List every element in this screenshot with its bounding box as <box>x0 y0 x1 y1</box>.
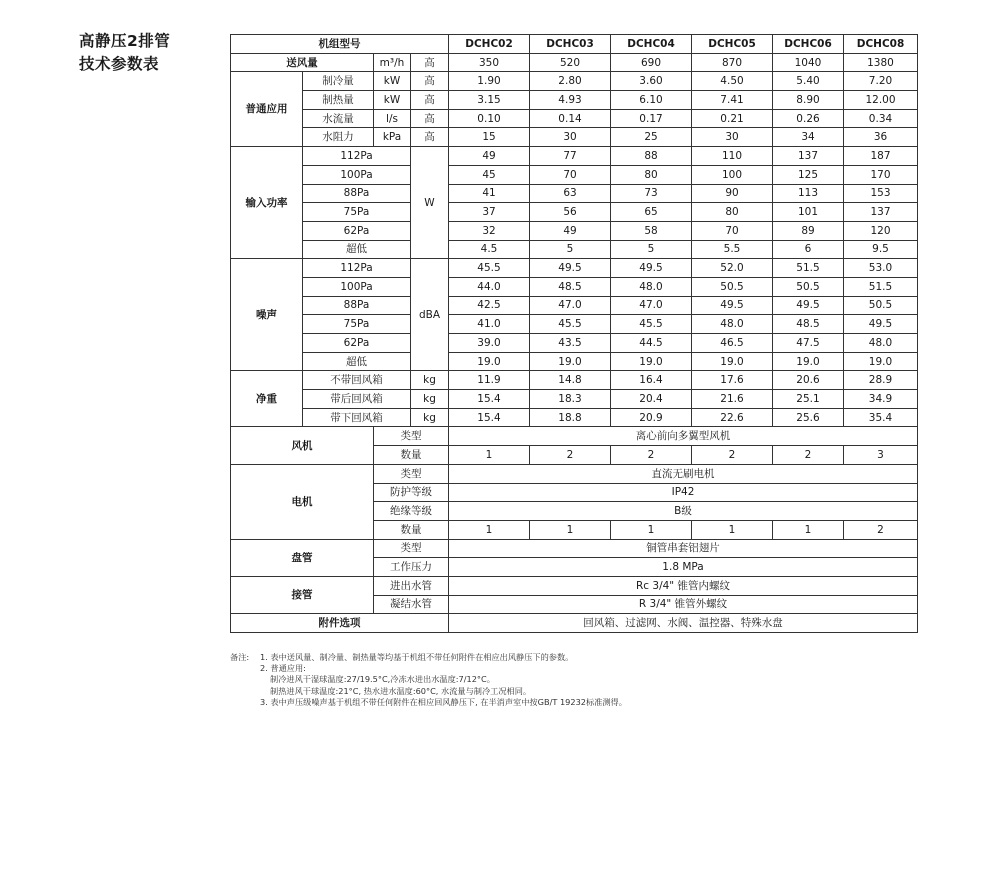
table-row <box>231 334 918 353</box>
normal-value: 0.21 <box>692 109 773 128</box>
table-row <box>231 315 918 334</box>
param-name: 数量 <box>374 446 449 465</box>
power-value: 187 <box>844 147 918 166</box>
power-value: 45 <box>449 165 530 184</box>
noise-value: 48.0 <box>844 334 918 353</box>
mode-cell: 高 <box>411 109 449 128</box>
param-name: 数量 <box>374 520 449 539</box>
param-name: 类型 <box>374 464 449 483</box>
normal-value: 0.26 <box>773 109 844 128</box>
note-2a: 制冷进风干湿球温度:27/19.5°C,冷冻水进出水温度:7/12°C。 <box>270 674 495 685</box>
note-1: 1. 表中送风量、制冷量、制热量等均基于机组不带任何附件在相应出风静压下的参数。 <box>260 652 574 662</box>
weight-value: 15.4 <box>449 390 530 409</box>
table-row <box>231 539 918 558</box>
noise-value: 48.5 <box>530 277 611 296</box>
power-value: 56 <box>530 203 611 222</box>
motor-qty-value: 1 <box>449 520 530 539</box>
noise-value: 49.5 <box>844 315 918 334</box>
weight-value: 20.6 <box>773 371 844 390</box>
group-label: 盘管 <box>231 539 374 576</box>
noise-value: 47.0 <box>611 296 692 315</box>
fan-qty-value: 2 <box>773 446 844 465</box>
param-name: 制热量 <box>303 91 374 110</box>
param-name: 类型 <box>374 539 449 558</box>
power-value: 73 <box>611 184 692 203</box>
air-volume-value: 520 <box>530 53 611 72</box>
table-row <box>231 240 918 259</box>
power-value: 70 <box>692 221 773 240</box>
power-value: 32 <box>449 221 530 240</box>
noise-value: 48.5 <box>773 315 844 334</box>
noise-value: 47.5 <box>773 334 844 353</box>
table-row <box>231 221 918 240</box>
power-value: 120 <box>844 221 918 240</box>
power-value: 125 <box>773 165 844 184</box>
param-value: IP42 <box>449 483 918 502</box>
model-name: DCHC03 <box>530 35 611 54</box>
group-label: 接管 <box>231 576 374 613</box>
air-volume-value: 870 <box>692 53 773 72</box>
noise-value: 51.5 <box>844 277 918 296</box>
noise-value: 39.0 <box>449 334 530 353</box>
fan-qty-value: 2 <box>530 446 611 465</box>
noise-value: 48.0 <box>611 277 692 296</box>
model-name: DCHC05 <box>692 35 773 54</box>
noise-value: 47.0 <box>530 296 611 315</box>
mode-cell: 高 <box>411 53 449 72</box>
weight-value: 28.9 <box>844 371 918 390</box>
model-name: DCHC06 <box>773 35 844 54</box>
weight-value: 21.6 <box>692 390 773 409</box>
weight-value: 22.6 <box>692 408 773 427</box>
normal-value: 6.10 <box>611 91 692 110</box>
param-value: R 3/4" 锥管外螺纹 <box>449 595 918 614</box>
motor-qty-value: 1 <box>530 520 611 539</box>
param-value: 1.8 MPa <box>449 558 918 577</box>
table-row <box>231 128 918 147</box>
note-3: 3. 表中声压级噪声基于机组不带任何附件在相应回风静压下, 在半消声室中按GB/T 19232标准测得。 <box>260 696 627 707</box>
fan-qty-value: 1 <box>449 446 530 465</box>
air-volume-label: 送风量 <box>231 53 374 72</box>
param-name: 水流量 <box>303 109 374 128</box>
air-volume-value: 690 <box>611 53 692 72</box>
noise-value: 50.5 <box>692 277 773 296</box>
normal-value: 34 <box>773 128 844 147</box>
table-row <box>231 427 918 446</box>
noise-value: 19.0 <box>449 352 530 371</box>
table-row <box>231 53 918 72</box>
power-value: 89 <box>773 221 844 240</box>
weight-value: 20.9 <box>611 408 692 427</box>
unit-cell: dBA <box>411 259 449 371</box>
normal-value: 0.10 <box>449 109 530 128</box>
param-name: 62Pa <box>303 221 411 240</box>
param-name: 100Pa <box>303 277 411 296</box>
unit-cell: kg <box>411 390 449 409</box>
table-row <box>231 408 918 427</box>
group-label: 输入功率 <box>231 147 303 259</box>
param-value: 回风箱、过滤网、水阀、温控器、特殊水盘 <box>449 614 918 633</box>
param-name: 不带回风箱 <box>303 371 411 390</box>
notes-label: 备注: <box>230 652 250 662</box>
air-volume-value: 350 <box>449 53 530 72</box>
power-value: 9.5 <box>844 240 918 259</box>
weight-value: 15.4 <box>449 408 530 427</box>
param-name: 水阻力 <box>303 128 374 147</box>
power-value: 5 <box>611 240 692 259</box>
param-name: 62Pa <box>303 334 411 353</box>
noise-value: 46.5 <box>692 334 773 353</box>
mode-cell: 高 <box>411 91 449 110</box>
normal-value: 25 <box>611 128 692 147</box>
table-row <box>231 614 918 633</box>
param-name: 100Pa <box>303 165 411 184</box>
noise-value: 44.5 <box>611 334 692 353</box>
normal-value: 3.15 <box>449 91 530 110</box>
noise-value: 45.5 <box>611 315 692 334</box>
power-value: 101 <box>773 203 844 222</box>
normal-value: 36 <box>844 128 918 147</box>
param-name: 112Pa <box>303 147 411 166</box>
param-name: 带后回风箱 <box>303 390 411 409</box>
unit-cell: kW <box>374 91 411 110</box>
normal-value: 0.17 <box>611 109 692 128</box>
power-value: 5.5 <box>692 240 773 259</box>
model-name: DCHC02 <box>449 35 530 54</box>
normal-value: 7.20 <box>844 72 918 91</box>
model-name: DCHC08 <box>844 35 918 54</box>
power-value: 110 <box>692 147 773 166</box>
normal-value: 4.50 <box>692 72 773 91</box>
noise-value: 49.5 <box>611 259 692 278</box>
normal-value: 7.41 <box>692 91 773 110</box>
power-value: 63 <box>530 184 611 203</box>
power-value: 4.5 <box>449 240 530 259</box>
weight-value: 25.1 <box>773 390 844 409</box>
table-row <box>231 352 918 371</box>
param-name: 超低 <box>303 352 411 371</box>
normal-value: 0.14 <box>530 109 611 128</box>
normal-value: 3.60 <box>611 72 692 91</box>
normal-value: 30 <box>530 128 611 147</box>
noise-value: 50.5 <box>844 296 918 315</box>
normal-value: 2.80 <box>530 72 611 91</box>
spec-table <box>230 34 918 633</box>
weight-value: 35.4 <box>844 408 918 427</box>
unit-cell: m³/h <box>374 53 411 72</box>
power-value: 58 <box>611 221 692 240</box>
param-name: 制冷量 <box>303 72 374 91</box>
noise-value: 50.5 <box>773 277 844 296</box>
power-value: 6 <box>773 240 844 259</box>
param-value: Rc 3/4" 锥管内螺纹 <box>449 576 918 595</box>
group-label: 普通应用 <box>231 72 303 147</box>
noise-value: 41.0 <box>449 315 530 334</box>
motor-qty-value: 1 <box>692 520 773 539</box>
table-row <box>231 259 918 278</box>
noise-value: 19.0 <box>611 352 692 371</box>
fan-qty-value: 2 <box>611 446 692 465</box>
unit-cell: kg <box>411 371 449 390</box>
normal-value: 0.34 <box>844 109 918 128</box>
param-name: 进出水管 <box>374 576 449 595</box>
noise-value: 19.0 <box>530 352 611 371</box>
power-value: 49 <box>530 221 611 240</box>
noise-value: 49.5 <box>692 296 773 315</box>
normal-value: 8.90 <box>773 91 844 110</box>
normal-value: 4.93 <box>530 91 611 110</box>
power-value: 113 <box>773 184 844 203</box>
group-label: 电机 <box>231 464 374 539</box>
power-value: 137 <box>844 203 918 222</box>
mode-cell: 高 <box>411 72 449 91</box>
noise-value: 48.0 <box>692 315 773 334</box>
note-2: 2. 普通应用: <box>260 663 306 674</box>
param-name: 工作压力 <box>374 558 449 577</box>
power-value: 80 <box>611 165 692 184</box>
weight-value: 16.4 <box>611 371 692 390</box>
param-name: 75Pa <box>303 315 411 334</box>
weight-value: 34.9 <box>844 390 918 409</box>
weight-value: 18.8 <box>530 408 611 427</box>
weight-value: 11.9 <box>449 371 530 390</box>
param-name: 类型 <box>374 427 449 446</box>
power-value: 90 <box>692 184 773 203</box>
power-value: 170 <box>844 165 918 184</box>
title-line-2: 技术参数表 <box>79 55 160 73</box>
model-label: 机组型号 <box>231 35 449 54</box>
mode-cell: 高 <box>411 128 449 147</box>
param-name: 带下回风箱 <box>303 408 411 427</box>
table-row <box>231 109 918 128</box>
weight-value: 20.4 <box>611 390 692 409</box>
param-value: 直流无刷电机 <box>449 464 918 483</box>
power-value: 137 <box>773 147 844 166</box>
power-value: 80 <box>692 203 773 222</box>
table-row <box>231 464 918 483</box>
noise-value: 49.5 <box>530 259 611 278</box>
unit-cell: kPa <box>374 128 411 147</box>
table-row <box>231 576 918 595</box>
unit-cell: W <box>411 147 449 259</box>
param-value: 铜管串套铝翅片 <box>449 539 918 558</box>
power-value: 49 <box>449 147 530 166</box>
noise-value: 52.0 <box>692 259 773 278</box>
power-value: 100 <box>692 165 773 184</box>
power-value: 88 <box>611 147 692 166</box>
table-row <box>231 277 918 296</box>
weight-value: 25.6 <box>773 408 844 427</box>
power-value: 153 <box>844 184 918 203</box>
air-volume-value: 1040 <box>773 53 844 72</box>
noise-value: 19.0 <box>844 352 918 371</box>
noise-value: 19.0 <box>773 352 844 371</box>
unit-cell: l/s <box>374 109 411 128</box>
noise-value: 43.5 <box>530 334 611 353</box>
table-row <box>231 72 918 91</box>
noise-value: 45.5 <box>449 259 530 278</box>
power-value: 41 <box>449 184 530 203</box>
noise-value: 51.5 <box>773 259 844 278</box>
table-row <box>231 203 918 222</box>
table-row <box>231 184 918 203</box>
param-name: 88Pa <box>303 184 411 203</box>
fan-qty-value: 2 <box>692 446 773 465</box>
normal-value: 12.00 <box>844 91 918 110</box>
weight-value: 17.6 <box>692 371 773 390</box>
param-name: 75Pa <box>303 203 411 222</box>
motor-qty-value: 1 <box>773 520 844 539</box>
noise-value: 42.5 <box>449 296 530 315</box>
noise-value: 44.0 <box>449 277 530 296</box>
air-volume-value: 1380 <box>844 53 918 72</box>
motor-qty-value: 1 <box>611 520 692 539</box>
param-name: 88Pa <box>303 296 411 315</box>
weight-value: 18.3 <box>530 390 611 409</box>
power-value: 37 <box>449 203 530 222</box>
notes <box>230 652 627 708</box>
motor-qty-value: 2 <box>844 520 918 539</box>
power-value: 70 <box>530 165 611 184</box>
power-value: 5 <box>530 240 611 259</box>
param-name: 112Pa <box>303 259 411 278</box>
param-name: 超低 <box>303 240 411 259</box>
param-name: 凝结水管 <box>374 595 449 614</box>
table-row <box>231 91 918 110</box>
param-name: 防护等级 <box>374 483 449 502</box>
power-value: 65 <box>611 203 692 222</box>
noise-value: 19.0 <box>692 352 773 371</box>
group-label: 净重 <box>231 371 303 427</box>
table-row <box>231 296 918 315</box>
noise-value: 45.5 <box>530 315 611 334</box>
unit-cell: kg <box>411 408 449 427</box>
normal-value: 30 <box>692 128 773 147</box>
power-value: 77 <box>530 147 611 166</box>
param-value: 离心前向多翼型风机 <box>449 427 918 446</box>
fan-qty-value: 3 <box>844 446 918 465</box>
weight-value: 14.8 <box>530 371 611 390</box>
table-row <box>231 147 918 166</box>
normal-value: 1.90 <box>449 72 530 91</box>
table-row <box>231 165 918 184</box>
model-name: DCHC04 <box>611 35 692 54</box>
normal-value: 5.40 <box>773 72 844 91</box>
noise-value: 49.5 <box>773 296 844 315</box>
table-header-row <box>231 35 918 54</box>
note-2b: 制热进风干球温度:21°C, 热水进水温度:60°C, 水流量与制冷工况相同。 <box>270 685 532 696</box>
page-title <box>79 30 170 76</box>
table-row <box>231 371 918 390</box>
param-name: 绝缘等级 <box>374 502 449 521</box>
param-value: B级 <box>449 502 918 521</box>
group-label: 风机 <box>231 427 374 464</box>
normal-value: 15 <box>449 128 530 147</box>
group-label: 噪声 <box>231 259 303 371</box>
noise-value: 53.0 <box>844 259 918 278</box>
unit-cell: kW <box>374 72 411 91</box>
title-line-1: 高静压2排管 <box>79 32 171 50</box>
table-row <box>231 390 918 409</box>
group-label: 附件选项 <box>231 614 449 633</box>
